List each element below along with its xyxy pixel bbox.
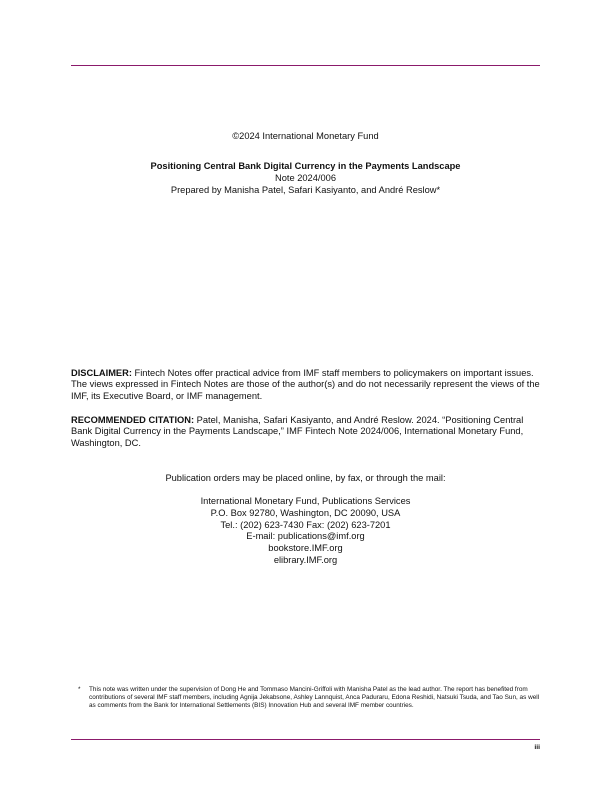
address-line: P.O. Box 92780, Washington, DC 20090, USA [210,507,401,518]
email-line: E-mail: publications@imf.org [246,531,365,542]
header-rule [71,65,540,66]
footnote [78,686,540,711]
copyright-line [71,130,540,142]
address-line: International Monetary Fund, Publications Services [200,496,411,506]
footnote-marker: * [78,686,81,693]
orders-intro [71,472,540,484]
bookstore-link: bookstore.IMF.org [268,543,343,554]
title-block [71,160,540,196]
citation-text: Patel, Manisha, Safari Kasiyanto, and André Reslow. 2024. “Positioning Central Bank Digital Currency in the Payments Landscape,” IMF Fintech Note 2024/006, International Monetary Fund, Washington, DC. [71,415,524,448]
note-number: Note 2024/006 [275,173,336,183]
page-number: iii [534,744,540,751]
address-line: Tel.: (202) 623-7430 Fax: (202) 623-7201 [220,519,391,530]
citation-label: RECOMMENDED CITATION: [71,415,195,425]
disclaimer-text: Fintech Notes offer practical advice from IMF staff members to policymakers on important issues. The views expressed in Fintech Notes are those of the author(s) and do not necessarily represent the views of the IMF, its Executive Board, or IMF management. [71,368,540,401]
citation-paragraph [71,415,543,449]
footer-rule [71,739,540,740]
publications-address [71,496,540,567]
document-title: Positioning Central Bank Digital Currency in the Payments Landscape [150,161,461,171]
copyright-text: ©2024 International Monetary Fund [232,131,379,141]
authors-line: Prepared by Manisha Patel, Safari Kasiyanto, and André Reslow* [170,185,441,195]
elibrary-link: elibrary.IMF.org [273,554,338,565]
disclaimer-label: DISCLAIMER: [71,368,132,378]
footnote-text: This note was written under the supervision of Dong He and Tommaso Mancini-Griffoli with Manisha Patel as the lead author. The report has benefited from contributions of several IMF staff members, including Agnija Jekabsone, Ashley Lannquist, Anca Paduraru, Edona Reshidi, Natsuki Tsuda, and Tao Sun, as well as comments from the Bank for International Settlements (BIS) Innovation Hub and several IMF member countries. [89,686,540,710]
orders-intro-text: Publication orders may be placed online, by fax, or through the mail: [165,473,446,483]
disclaimer-paragraph [71,368,543,402]
